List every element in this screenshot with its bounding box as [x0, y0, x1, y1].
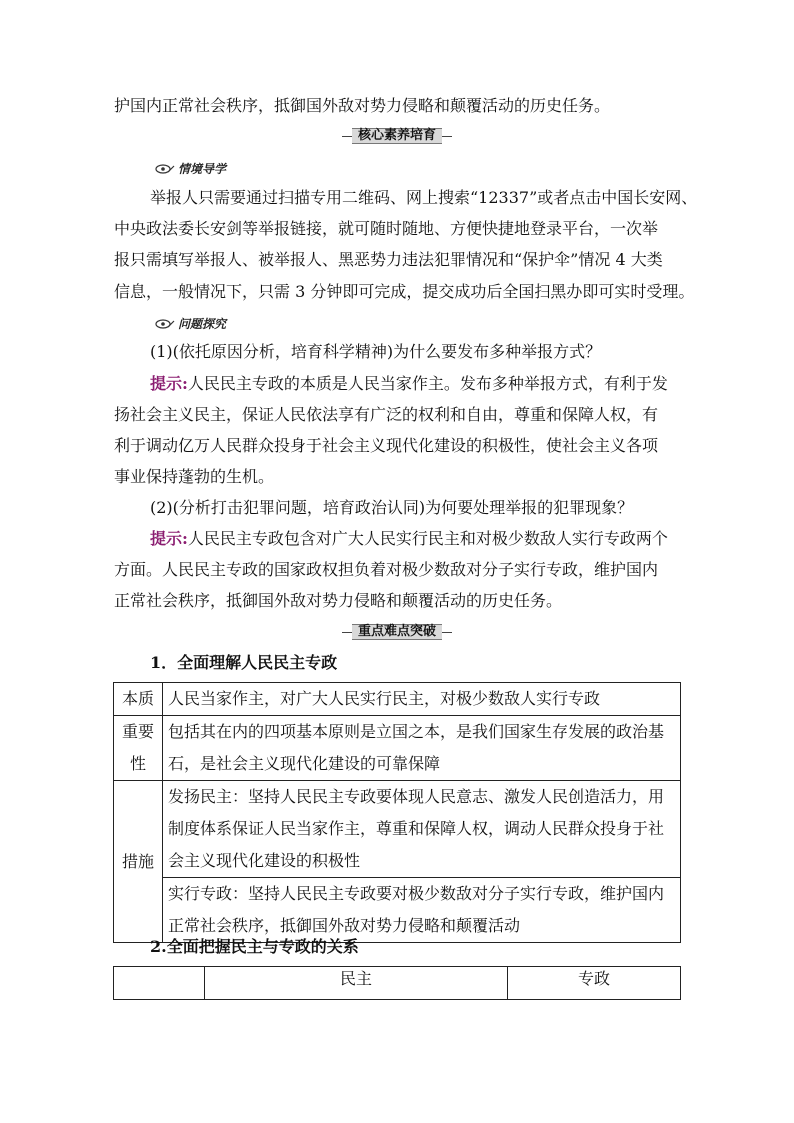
row-head-essence: 本质 [114, 683, 163, 716]
table-2-title: 2.全面把握民主与专政的关系 [150, 937, 359, 956]
answer-1-line-4: 事业保持蓬勃的生机。 [114, 467, 275, 486]
table-row [114, 781, 681, 878]
row-head-measures: 措施 [114, 781, 163, 943]
subheading-scene: 情境导学 [155, 160, 226, 177]
table-row [114, 716, 681, 781]
subheading-explore: 问题探究 [155, 315, 226, 332]
hint-label: 提示: [150, 374, 188, 393]
table-1-title: 1．全面理解人民民主专政 [150, 653, 338, 672]
scene-line-1: 举报人只需要通过扫描专用二维码、网上搜索“12337”或者点击中国长安网、 [150, 188, 698, 207]
answer-2-line-1: 提示:人民民主专政包含对广大人民实行民主和对极少数敌人实行专政两个 [150, 529, 668, 548]
book-pen-icon [155, 163, 175, 175]
scene-line-3: 报只需填写举报人、被举报人、黑恶势力违法犯罪情况和“保护伞”情况 4 大类 [114, 250, 663, 269]
row-body-importance: 包括其在内的四项基本原则是立国之本，是我们国家生存发展的政治基 石，是社会主义现代化建设的可靠保障 [163, 716, 681, 781]
scene-line-2: 中央政法委长安剑等举报链接，就可随时随地、方便快捷地登录平台，一次举 [114, 219, 659, 238]
row-body-essence: 人民当家作主，对广大人民实行民主，对极少数敌人实行专政 [163, 683, 681, 716]
intro-tail: 护国内正常社会秩序，抵御国外敌对势力侵略和颠覆活动的历史任务。 [114, 96, 611, 115]
header-cell-empty [114, 967, 205, 1000]
book-pen-icon [155, 318, 175, 330]
row-head-importance: 重要 性 [114, 716, 163, 781]
section-banner-core: 核心素养培育 [342, 127, 452, 145]
table-row [114, 967, 681, 1000]
scene-line-4: 信息，一般情况下，只需 3 分钟即可完成，提交成功后全国扫黑办即可实时受理。 [114, 282, 695, 301]
row-body-democracy: 发扬民主：坚持人民民主专政要体现人民意志、激发人民创造活力，用 制度体系保证人民当家作主，尊重和保障人权，调动人民群众投身于社 会主义现代化建设的积极性 [163, 781, 681, 878]
question-2: (2)(分析打击犯罪问题，培育政治认同)为何要处理举报的犯罪现象？ [150, 498, 634, 517]
answer-1-line-3: 利于调动亿万人民群众投身于社会主义现代化建设的积极性，使社会主义各项 [114, 436, 659, 455]
question-1: (1)(依托原因分析，培育科学精神)为什么要发布多种举报方式？ [150, 342, 602, 361]
answer-1-line-2: 扬社会主义民主，保证人民依法享有广泛的权利和自由，尊重和保障人权，有 [114, 405, 659, 424]
answer-1-line-1: 提示:人民民主专政的本质是人民当家作主。发布多种举报方式，有利于发 [150, 374, 668, 393]
row-body-dictatorship: 实行专政：坚持人民民主专政要对极少数敌对分子实行专政，维护国内 正常社会秩序，抵御国外敌对势力侵略和颠覆活动 [163, 878, 681, 943]
table-row [114, 683, 681, 716]
answer-2-line-3: 正常社会秩序，抵御国外敌对势力侵略和颠覆活动的历史任务。 [114, 591, 563, 610]
answer-2-line-2: 方面。人民民主专政的国家政权担负着对极少数敌对分子实行专政，维护国内 [114, 560, 659, 579]
header-cell-dictatorship: 专政 [508, 967, 681, 1000]
table-democracy-dictatorship [113, 966, 681, 1000]
table-row [114, 878, 681, 943]
table-people-democratic-dictatorship [113, 682, 681, 943]
header-cell-democracy: 民主 [205, 967, 508, 1000]
hint-label: 提示: [150, 529, 188, 548]
section-banner-key: 重点难点突破 [342, 623, 452, 641]
